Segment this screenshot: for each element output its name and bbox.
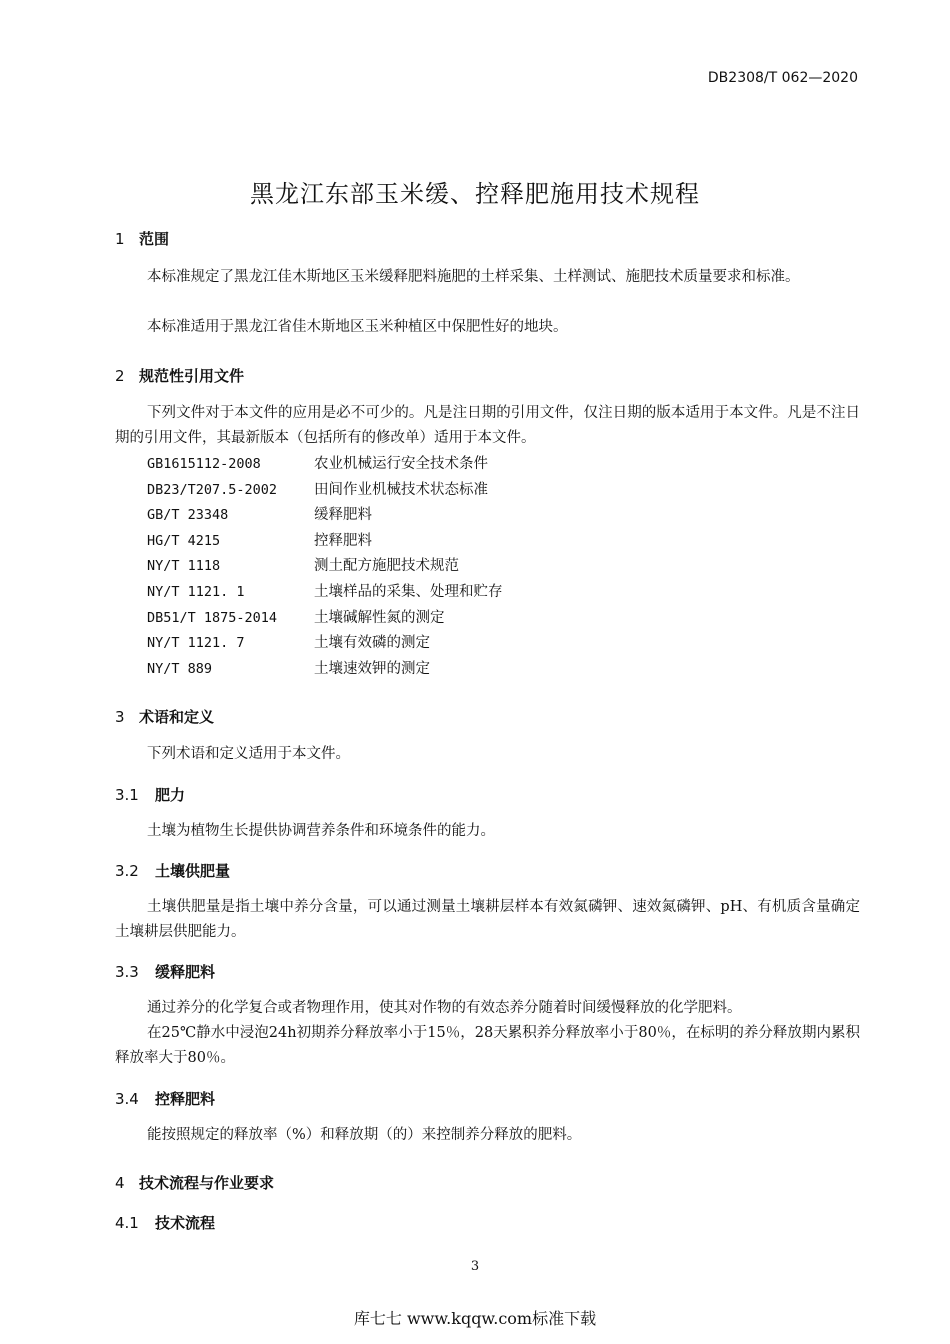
section-4-1-heading (115, 1212, 215, 1233)
section-3-2-heading (115, 860, 230, 881)
section-number: 1 (115, 230, 125, 248)
section-number: 2 (115, 367, 125, 385)
section-1-heading (115, 228, 169, 249)
section-3-3-heading (115, 961, 215, 982)
section-title: 缓释肥料 (155, 963, 216, 981)
reference-name: 测土配方施肥技术规范 (314, 558, 459, 575)
section-3-3-paragraph-2: 在25℃静水中浸泡24h初期养分释放率小于15％，28天累积养分释放率小于80％，在标明的养分释放期内累积释放率大于80％。 (115, 1025, 860, 1066)
section-number: 3.1 (115, 786, 139, 804)
reference-name: 土壤样品的采集、处理和贮存 (314, 583, 503, 600)
reference-item (147, 580, 503, 606)
section-3-4-paragraph-1: 能按照规定的释放率（%）和释放期（的）来控制养分释放的肥料。 (147, 1127, 582, 1143)
page-number: 3 (470, 1259, 480, 1274)
normative-references-list (147, 452, 503, 682)
section-title: 范围 (139, 230, 170, 248)
reference-name: 土壤速效钾的测定 (314, 660, 430, 677)
reference-name: 农业机械运行安全技术条件 (314, 456, 488, 472)
section-3-2-paragraph-1: 土壤供肥量是指土壤中养分含量，可以通过测量土壤耕层样本有效氮磷钾、速效氮磷钾、pH、有机质含量确定土壤耕层供肥能力。 (115, 899, 860, 940)
reference-code: DB51/T 1875-2014 (147, 609, 278, 626)
section-3-1-heading (115, 784, 185, 805)
reference-code: NY/T 889 (147, 660, 213, 677)
reference-code: NY/T 1121. 1 (147, 583, 245, 600)
section-number: 4.1 (115, 1214, 139, 1232)
reference-item (147, 554, 503, 580)
section-title: 肥力 (155, 786, 186, 804)
reference-item (147, 478, 503, 504)
footer-watermark-text: 库七七 www.kqqw.com标准下载 (353, 1309, 597, 1328)
reference-item (147, 452, 503, 478)
reference-item (147, 606, 503, 632)
section-title: 技术流程与作业要求 (139, 1174, 275, 1192)
reference-code: GB/T 23348 (147, 507, 229, 524)
section-number: 3.4 (115, 1090, 139, 1108)
section-number: 3 (115, 708, 125, 726)
section-3-4-heading (115, 1088, 215, 1109)
section-3-3-paragraph-1: 通过养分的化学复合或者物理作用，使其对作物的有效态养分随着时间缓慢释放的化学肥料。 (147, 1000, 742, 1016)
section-title: 控释肥料 (155, 1090, 216, 1108)
reference-item (147, 657, 503, 683)
reference-code: HG/T 4215 (147, 532, 221, 549)
section-4-heading (115, 1172, 274, 1193)
reference-item (147, 529, 503, 555)
reference-name: 田间作业机械技术状态标准 (314, 481, 488, 498)
reference-code: NY/T 1118 (147, 558, 221, 575)
reference-name: 缓释肥料 (314, 507, 372, 524)
section-title: 术语和定义 (139, 708, 215, 726)
document-id: DB2308/T 062—2020 (707, 70, 858, 86)
section-1-paragraph-2: 本标准适用于黑龙江省佳木斯地区玉米种植区中保肥性好的地块。 (147, 319, 568, 335)
section-title: 规范性引用文件 (139, 367, 245, 385)
reference-code: NY/T 1121. 7 (147, 635, 245, 652)
section-number: 4 (115, 1174, 125, 1192)
reference-item (147, 631, 503, 657)
section-3-heading (115, 706, 214, 727)
section-3-1-paragraph-1: 土壤为植物生长提供协调营养条件和环境条件的能力。 (147, 823, 495, 839)
reference-name: 土壤碱解性氮的测定 (314, 609, 445, 626)
section-number: 3.2 (115, 862, 139, 880)
reference-name: 土壤有效磷的测定 (314, 635, 430, 652)
reference-code: DB23/T207.5-2002 (147, 481, 278, 498)
section-3-paragraph-1: 下列术语和定义适用于本文件。 (147, 746, 350, 762)
reference-item (147, 503, 503, 529)
section-number: 3.3 (115, 963, 139, 981)
reference-name: 控释肥料 (314, 532, 372, 549)
section-title: 土壤供肥量 (155, 862, 231, 880)
section-title: 技术流程 (155, 1214, 216, 1232)
section-1-paragraph-1: 本标准规定了黑龙江佳木斯地区玉米缓释肥料施肥的土样采集、土样测试、施肥技术质量要求和标准。 (147, 269, 800, 285)
reference-code: GB1615112-2008 (147, 456, 261, 472)
page-title: 黑龙江东部玉米缓、控释肥施用技术规程 (250, 180, 700, 208)
section-2-paragraph-1: 下列文件对于本文件的应用是必不可少的。凡是注日期的引用文件，仅注日期的版本适用于本文件。凡是不注日期的引用文件，其最新版本（包括所有的修改单）适用于本文件。 (115, 405, 860, 446)
section-2-heading (115, 365, 244, 386)
